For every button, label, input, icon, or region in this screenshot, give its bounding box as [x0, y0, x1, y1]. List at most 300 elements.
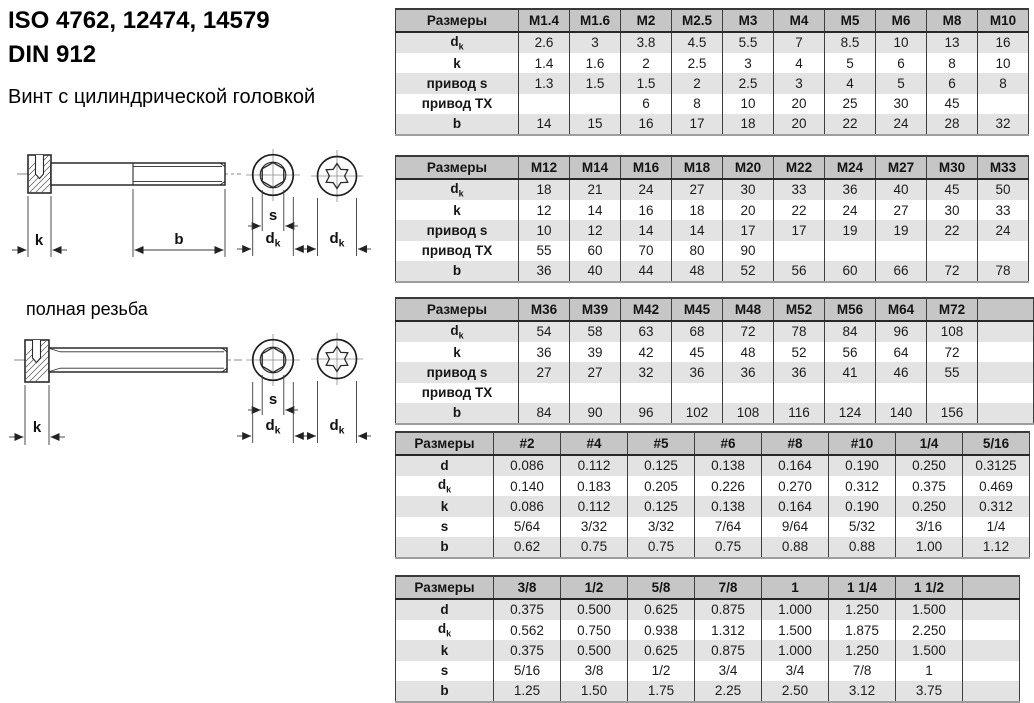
dimension-cell: 2: [672, 73, 723, 93]
dimension-cell: 0.312: [963, 496, 1030, 516]
table-row: [396, 114, 1029, 135]
column-header: 5/16: [963, 432, 1030, 455]
row-label: $d_k$: [396, 476, 494, 496]
dimension-cell: 63: [621, 321, 672, 342]
row-label: b: [396, 537, 494, 558]
dimension-cell: 41: [825, 362, 876, 382]
dimension-cell: 64: [876, 342, 927, 362]
column-header: 1: [762, 576, 829, 599]
dimension-cell: 0.469: [963, 476, 1030, 496]
dimension-cell: 0.140: [494, 476, 561, 496]
dim-label-k: k: [34, 232, 44, 249]
dimension-cell: 0.250: [896, 455, 963, 476]
tables-region: [395, 0, 1034, 703]
table-row: [396, 620, 1020, 640]
row-label: b: [396, 681, 494, 702]
dimension-cell: 33: [774, 179, 825, 200]
torx-socket-end-view: [303, 150, 371, 256]
dimension-cell: 96: [621, 403, 672, 424]
dimension-cell: 0.183: [561, 476, 628, 496]
row-label: b: [396, 261, 519, 282]
dimension-cell: 70: [621, 241, 672, 261]
hex-socket-end-view: [237, 334, 309, 443]
dimension-cell: [927, 241, 978, 261]
dim-label-dk: $d_k$: [329, 230, 345, 250]
dimension-cell: 20: [723, 200, 774, 220]
dimension-cell: 8: [927, 53, 978, 73]
dimension-cell: [963, 599, 1020, 620]
dimension-cell: 54: [519, 321, 570, 342]
dimension-cell: 0.500: [561, 599, 628, 620]
dimension-cell: 0.125: [628, 496, 695, 516]
dimension-cell: 140: [876, 403, 927, 424]
column-header: 3/8: [494, 576, 561, 599]
dimension-cell: 17: [723, 220, 774, 240]
dimension-cell: 5.5: [723, 32, 774, 53]
dimension-cell: 0.375: [494, 599, 561, 620]
dimension-cell: 24: [825, 200, 876, 220]
dimension-cell: 30: [927, 200, 978, 220]
dimension-cell: 66: [876, 261, 927, 282]
table-row: [396, 455, 1030, 476]
dimension-cell: 10: [519, 220, 570, 240]
dimension-cell: 0.226: [695, 476, 762, 496]
dimension-cell: 0.125: [628, 455, 695, 476]
dimension-cell: 0.375: [896, 476, 963, 496]
metric-sizes-m12-m33: [395, 155, 1029, 283]
dimension-cell: [774, 383, 825, 403]
table-row: [396, 261, 1029, 282]
column-header: M30: [927, 156, 978, 179]
column-header: #10: [829, 432, 896, 455]
dimension-cell: 1.500: [896, 640, 963, 660]
dimension-cell: 1/4: [963, 517, 1030, 537]
dimension-cell: 30: [876, 94, 927, 114]
dimension-cell: 1.25: [494, 681, 561, 702]
dimension-cell: 72: [927, 261, 978, 282]
standards-line-din: DIN 912: [8, 41, 97, 68]
dimension-cell: 1.5: [621, 73, 672, 93]
dimension-cell: 20: [774, 114, 825, 135]
column-header: M5: [825, 9, 876, 32]
column-header: 1/2: [561, 576, 628, 599]
header-row: [396, 298, 1034, 321]
dimension-cell: [963, 640, 1020, 660]
dimension-cell: 1.3: [519, 73, 570, 93]
column-header: M36: [519, 298, 570, 321]
dimension-cell: 14: [570, 200, 621, 220]
dimension-cell: 2.5: [672, 53, 723, 73]
dimension-cell: [621, 383, 672, 403]
dimension-cell: 0.88: [762, 537, 829, 558]
row-label: привод TX: [396, 94, 519, 114]
dimension-cell: 30: [723, 179, 774, 200]
header-row: [396, 9, 1029, 32]
dimension-cell: 3/8: [561, 661, 628, 681]
table-row: [396, 640, 1020, 660]
dimension-cell: 7: [774, 32, 825, 53]
dimension-cell: 14: [621, 220, 672, 240]
dimension-cell: [825, 383, 876, 403]
table-row: [396, 241, 1029, 261]
dimension-cell: [978, 403, 1034, 424]
dimension-cell: 0.500: [561, 640, 628, 660]
left-panel: [0, 0, 392, 703]
column-header: #2: [494, 432, 561, 455]
row-label: $d_k$: [396, 179, 519, 200]
column-header: M33: [978, 156, 1029, 179]
dimension-cell: 22: [825, 114, 876, 135]
column-header: #6: [695, 432, 762, 455]
table-row: [396, 403, 1034, 424]
dimension-cell: [978, 321, 1034, 342]
dimension-cell: 5/16: [494, 661, 561, 681]
column-header: [963, 576, 1020, 599]
dimension-cell: 3: [723, 53, 774, 73]
dimension-cell: 72: [927, 342, 978, 362]
column-header: M16: [621, 156, 672, 179]
dimension-cell: 55: [519, 241, 570, 261]
row-label: k: [396, 53, 519, 73]
dimension-cell: 1: [896, 661, 963, 681]
dimension-cell: 1.000: [762, 599, 829, 620]
dimension-cell: [978, 362, 1034, 382]
dimension-cell: [963, 661, 1020, 681]
socket-section: [33, 340, 41, 363]
dimension-cell: 0.086: [494, 496, 561, 516]
column-header: 1 1/2: [896, 576, 963, 599]
dimension-cell: 90: [723, 241, 774, 261]
dimension-cell: 0.938: [628, 620, 695, 640]
dimension-cell: 0.164: [762, 496, 829, 516]
dim-label-dk: $d_k$: [329, 417, 345, 437]
table-row: [396, 537, 1030, 558]
dimension-cell: 56: [774, 261, 825, 282]
dimension-cell: 36: [519, 342, 570, 362]
dimension-cell: 80: [672, 241, 723, 261]
dimension-cell: 0.750: [561, 620, 628, 640]
dimension-cell: [774, 241, 825, 261]
table-row: [396, 200, 1029, 220]
dimension-cell: 0.112: [561, 455, 628, 476]
dimension-cell: 1.75: [628, 681, 695, 702]
dimension-cell: 22: [927, 220, 978, 240]
dimension-cell: [978, 342, 1034, 362]
dimension-cell: 1.4: [519, 53, 570, 73]
dimension-cell: [978, 241, 1029, 261]
dimension-cell: 1.312: [695, 620, 762, 640]
dimension-cell: 1.875: [829, 620, 896, 640]
dimension-cell: 8.5: [825, 32, 876, 53]
inch-sizes-3-8-1-1-2: [395, 575, 1020, 703]
dimension-cell: 32: [978, 114, 1029, 135]
dimension-cell: 14: [519, 114, 570, 135]
dimension-cell: 25: [825, 94, 876, 114]
dimension-cell: 32: [621, 362, 672, 382]
dimension-cell: 5/64: [494, 517, 561, 537]
dimension-cell: 33: [978, 200, 1029, 220]
column-header: Размеры: [396, 9, 519, 32]
dimension-cell: 1.500: [896, 599, 963, 620]
product-subtitle: Винт с цилиндрической головкой: [8, 86, 316, 108]
socket-section: [36, 155, 44, 179]
column-header: M24: [825, 156, 876, 179]
dimension-cell: [963, 681, 1020, 702]
dimension-cell: 6: [621, 94, 672, 114]
table-row: [396, 496, 1030, 516]
dimension-cell: 1.500: [762, 620, 829, 640]
dimension-cell: 24: [621, 179, 672, 200]
dimension-cell: 60: [825, 261, 876, 282]
dimension-cell: 6: [927, 73, 978, 93]
dimension-cell: [519, 94, 570, 114]
dimension-cell: 3.12: [829, 681, 896, 702]
row-label: d: [396, 599, 494, 620]
column-header: M4: [774, 9, 825, 32]
dimension-cell: 1.50: [561, 681, 628, 702]
dimension-cell: 0.190: [829, 496, 896, 516]
column-header: M64: [876, 298, 927, 321]
dimension-cell: 24: [876, 114, 927, 135]
column-header: Размеры: [396, 576, 494, 599]
table-row: [396, 94, 1029, 114]
dimension-cell: [978, 94, 1029, 114]
row-label: привод TX: [396, 241, 519, 261]
dimension-cell: 9/64: [762, 517, 829, 537]
dimension-cell: [723, 383, 774, 403]
dimension-cell: 36: [723, 362, 774, 382]
dimension-cell: 124: [825, 403, 876, 424]
dimension-cell: 19: [825, 220, 876, 240]
column-header: M10: [978, 9, 1029, 32]
dimension-cell: 36: [774, 362, 825, 382]
column-header: M48: [723, 298, 774, 321]
torx-socket-end-view: [303, 333, 371, 443]
dimension-cell: 0.75: [561, 537, 628, 558]
dimension-cell: 72: [723, 321, 774, 342]
dimension-cell: 3: [570, 32, 621, 53]
dimension-cell: 1.12: [963, 537, 1030, 558]
dimension-cell: 55: [927, 362, 978, 382]
dimension-cell: 0.250: [896, 496, 963, 516]
dimension-cell: 52: [774, 342, 825, 362]
dimension-cell: 84: [519, 403, 570, 424]
dimension-cell: 2.25: [695, 681, 762, 702]
dimension-cell: 8: [978, 73, 1029, 93]
header-row: [396, 576, 1020, 599]
dimension-cell: 10: [723, 94, 774, 114]
dimension-cell: 2: [621, 53, 672, 73]
metric-sizes-m1.4-m10: [395, 8, 1029, 136]
dim-label-dk: $d_k$: [265, 230, 281, 250]
column-header: 1/4: [896, 432, 963, 455]
dimension-cell: 19: [876, 220, 927, 240]
dimension-cell: 78: [774, 321, 825, 342]
dimension-cell: 2.6: [519, 32, 570, 53]
hex-socket-end-view: [237, 149, 309, 256]
dimension-cell: 12: [570, 220, 621, 240]
dimension-cell: 116: [774, 403, 825, 424]
dimension-cell: 1.250: [829, 640, 896, 660]
table-row: [396, 342, 1034, 362]
dimension-cell: 0.625: [628, 599, 695, 620]
column-header: M27: [876, 156, 927, 179]
dimension-cell: [519, 383, 570, 403]
dimension-cell: 1.5: [570, 73, 621, 93]
dimension-cell: 39: [570, 342, 621, 362]
dimension-cell: 40: [570, 261, 621, 282]
dimension-cell: 0.625: [628, 640, 695, 660]
dimension-cell: 156: [927, 403, 978, 424]
column-header: #5: [628, 432, 695, 455]
row-label: $d_k$: [396, 620, 494, 640]
dimension-cell: 0.138: [695, 496, 762, 516]
dimension-cell: 3.8: [621, 32, 672, 53]
screw-drawing-full-thread: [0, 325, 392, 455]
dimension-cell: 18: [723, 114, 774, 135]
dimension-cell: 60: [570, 241, 621, 261]
dimension-cell: [978, 383, 1034, 403]
dimension-cell: 0.164: [762, 455, 829, 476]
column-header: M1.4: [519, 9, 570, 32]
dimension-cell: 27: [519, 362, 570, 382]
table-row: [396, 661, 1020, 681]
dimension-cell: 45: [672, 342, 723, 362]
dim-label-k: k: [32, 419, 42, 436]
table-row: [396, 179, 1029, 200]
dimension-cell: 27: [876, 200, 927, 220]
dimension-cell: 16: [978, 32, 1029, 53]
dimension-cell: 16: [621, 114, 672, 135]
header-row: [396, 156, 1029, 179]
dimension-cell: 0.875: [695, 599, 762, 620]
table-row: [396, 321, 1034, 342]
dimension-cell: [927, 383, 978, 403]
dimension-cell: 78: [978, 261, 1029, 282]
dimension-cell: 12: [519, 200, 570, 220]
dimension-cell: 0.75: [695, 537, 762, 558]
column-header: M18: [672, 156, 723, 179]
dimension-cell: 58: [570, 321, 621, 342]
dimension-cell: 0.086: [494, 455, 561, 476]
dimension-cell: 16: [621, 200, 672, 220]
dimension-cell: 6: [876, 53, 927, 73]
table-row: [396, 220, 1029, 240]
column-header: M12: [519, 156, 570, 179]
dimension-cell: 5: [876, 73, 927, 93]
column-header: #4: [561, 432, 628, 455]
dimension-cell: 56: [825, 342, 876, 362]
dimension-cell: 0.375: [494, 640, 561, 660]
standards-line-iso: ISO 4762, 12474, 14579: [8, 7, 270, 34]
dimension-cell: 96: [876, 321, 927, 342]
table-row: [396, 383, 1034, 403]
column-header: M52: [774, 298, 825, 321]
dimension-cell: 5/32: [829, 517, 896, 537]
dimension-cell: [570, 94, 621, 114]
dimension-cell: 2.5: [723, 73, 774, 93]
table-row: [396, 681, 1020, 702]
dimension-cell: 36: [825, 179, 876, 200]
column-header: 5/8: [628, 576, 695, 599]
column-header: 1 1/4: [829, 576, 896, 599]
table-row: [396, 476, 1030, 496]
dimension-cell: 1.250: [829, 599, 896, 620]
dimension-cell: 10: [978, 53, 1029, 73]
dimension-cell: 18: [519, 179, 570, 200]
dimension-cell: [876, 241, 927, 261]
column-header: Размеры: [396, 298, 519, 321]
row-label: k: [396, 342, 519, 362]
dimension-cell: 0.62: [494, 537, 561, 558]
column-header: [978, 298, 1034, 321]
dimension-cell: 5: [825, 53, 876, 73]
dimension-cell: 3/4: [695, 661, 762, 681]
dim-label-dk: $d_k$: [265, 417, 281, 437]
row-label: s: [396, 517, 494, 537]
row-label: b: [396, 114, 519, 135]
row-label: s: [396, 661, 494, 681]
column-header: M45: [672, 298, 723, 321]
dimension-cell: [963, 620, 1020, 640]
dimension-cell: 44: [621, 261, 672, 282]
column-header: M22: [774, 156, 825, 179]
dimension-cell: 7/64: [695, 517, 762, 537]
row-label: привод s: [396, 362, 519, 382]
dimension-cell: 0.88: [829, 537, 896, 558]
dimension-cell: 42: [621, 342, 672, 362]
dimension-cell: 0.205: [628, 476, 695, 496]
dimension-cell: 2.50: [762, 681, 829, 702]
dimension-cell: 0.75: [628, 537, 695, 558]
table-row: [396, 517, 1030, 537]
column-header: M56: [825, 298, 876, 321]
page-title: [8, 4, 270, 72]
table-row: [396, 362, 1034, 382]
dim-label-b: b: [174, 231, 184, 248]
dimension-cell: 15: [570, 114, 621, 135]
full-thread-label: полная резьба: [26, 299, 148, 319]
inch-sizes-no2-5-16: [395, 431, 1030, 559]
dimension-cell: 14: [672, 220, 723, 240]
dimension-cell: 1.6: [570, 53, 621, 73]
dimension-cell: 0.138: [695, 455, 762, 476]
row-label: привод TX: [396, 383, 519, 403]
dimension-cell: 4.5: [672, 32, 723, 53]
dimension-cell: 90: [570, 403, 621, 424]
column-header: M3: [723, 9, 774, 32]
column-header: M20: [723, 156, 774, 179]
dimension-cell: 22: [774, 200, 825, 220]
row-label: d: [396, 455, 494, 476]
dim-label-s: s: [268, 207, 278, 224]
column-header: 7/8: [695, 576, 762, 599]
dimension-cell: 36: [672, 362, 723, 382]
dimension-cell: 17: [774, 220, 825, 240]
row-label: b: [396, 403, 519, 424]
dimension-cell: 3/16: [896, 517, 963, 537]
column-header: M42: [621, 298, 672, 321]
dimension-cell: 20: [774, 94, 825, 114]
dimension-cell: 45: [927, 179, 978, 200]
dimension-cell: 108: [927, 321, 978, 342]
dimension-cell: 102: [672, 403, 723, 424]
column-header: M39: [570, 298, 621, 321]
table-row: [396, 73, 1029, 93]
dimension-cell: 18: [672, 200, 723, 220]
dimension-cell: 0.270: [762, 476, 829, 496]
dimension-cell: 4: [774, 53, 825, 73]
